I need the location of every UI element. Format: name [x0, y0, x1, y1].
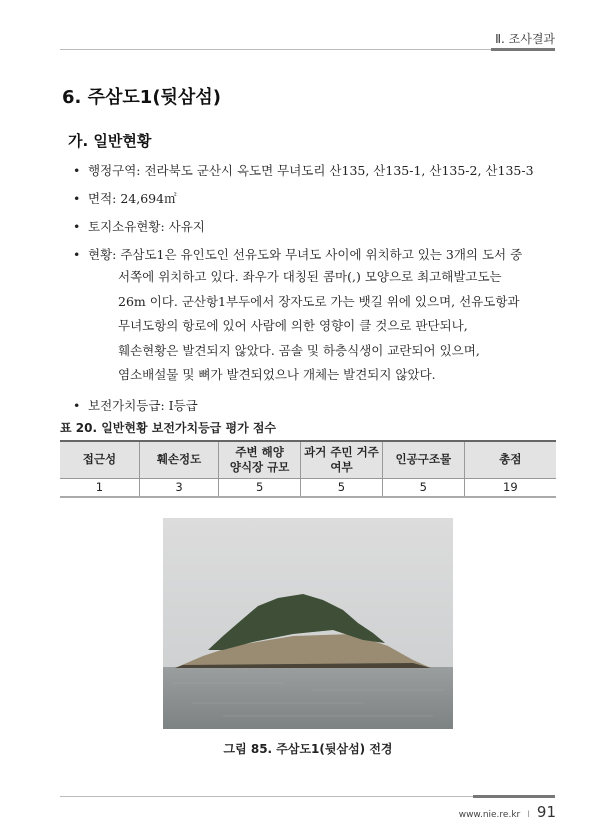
table-row — [60, 478, 556, 497]
bullet-text: • 현황: 주삼도1은 유인도인 선유도와 무녀도 사이에 위치하고 있는 3개의 도서 중 — [88, 247, 523, 262]
page-number: 91 — [536, 803, 556, 821]
col-header: 접근성 — [60, 441, 139, 479]
table-cell: 1 — [60, 478, 139, 497]
col-header: 주변 해양 양식장 규모 — [219, 441, 301, 479]
sea — [163, 667, 453, 729]
subsection-title: 가. 일반현황 — [68, 132, 152, 150]
col-header: 훼손정도 — [139, 441, 218, 479]
col-header: 총점 — [464, 441, 556, 479]
status-paragraph — [118, 265, 556, 388]
paragraph-line: 서쪽에 위치하고 있다. 좌우가 대칭된 콤마(,) 모양으로 최고해발고도는 — [118, 269, 502, 284]
paragraph-line: 염소배설물 및 뼈가 발견되었으나 개체는 발견되지 않았다. — [118, 367, 436, 382]
paragraph-line: 26m 이다. 군산항1부두에서 장자도로 가는 뱃길 위에 있으며, 선유도항과 — [118, 293, 520, 309]
table-cell: 5 — [382, 478, 464, 497]
bullet-area — [60, 189, 556, 209]
page-body — [60, 86, 556, 757]
header-rule-accent — [491, 48, 555, 51]
footer-url: www.nie.re.kr — [458, 810, 521, 820]
footer-rule-accent — [473, 795, 555, 798]
score-table — [60, 440, 556, 498]
table-caption: 표 20. 일반현황 보전가치등급 평가 점수 — [60, 420, 277, 435]
section-title: 6. 주삼도1(뒷삼섬) — [62, 87, 221, 108]
footer-separator: I — [527, 810, 530, 820]
footer — [459, 803, 556, 821]
paragraph-line: 무녀도항의 항로에 있어 사람에 의한 영향이 클 것으로 판단되나, — [118, 318, 468, 333]
col-header: 과거 주민 거주 여부 — [301, 441, 383, 479]
bullet-text: 토지소유현황: 사유지 — [88, 219, 205, 234]
table-cell: 5 — [301, 478, 383, 497]
figure-caption: 그림 85. 주삼도1(뒷삼섬) 전경 — [223, 741, 393, 756]
table-cell: 3 — [139, 478, 218, 497]
bullet-text: 행정구역: 전라북도 군산시 옥도면 무녀도리 산135, 산135-1, 산135-2, 산135-3 — [88, 163, 534, 178]
figure — [60, 518, 556, 757]
col-header: 인공구조물 — [382, 441, 464, 479]
table-cell: 5 — [219, 478, 301, 497]
bullet-land — [60, 217, 556, 237]
bullet-text: 보전가치등급: Ⅰ등급 — [88, 397, 198, 413]
bullet-grade — [60, 396, 556, 416]
paragraph-line: 훼손현황은 발견되지 않았다. 곰솔 및 하층식생이 교란되어 있으며, — [118, 342, 480, 358]
bullet-admin — [60, 161, 556, 181]
running-header: Ⅱ. 조사결과 — [495, 32, 555, 46]
bullet-status — [60, 245, 556, 388]
island-photo — [163, 518, 453, 729]
bullet-text: 면적: 24,694㎡ — [88, 191, 177, 206]
table-cell: 19 — [464, 478, 556, 497]
header-rule — [60, 49, 555, 50]
table-header-row — [60, 441, 556, 479]
